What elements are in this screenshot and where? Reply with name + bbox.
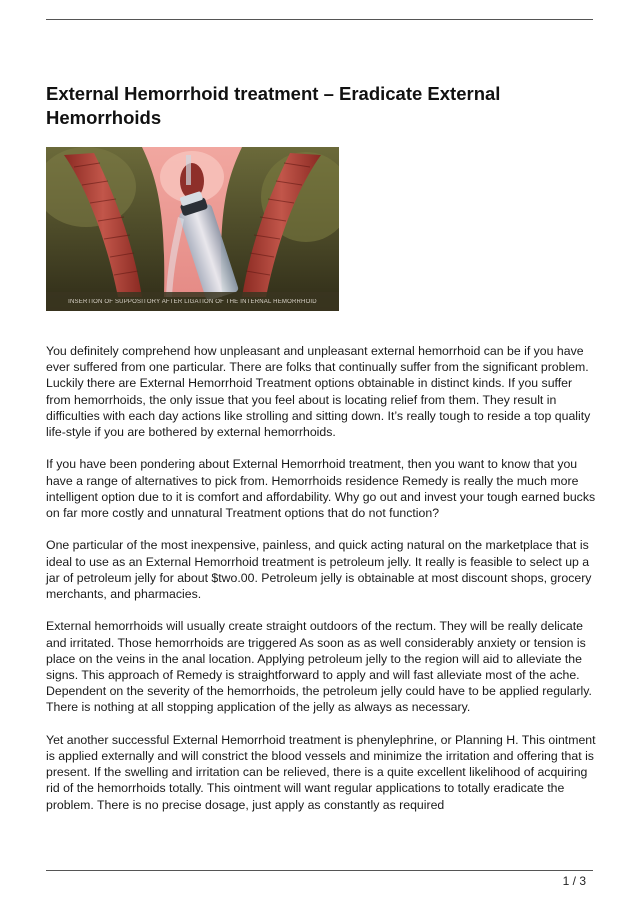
paragraph: If you have been pondering about External Hemorrhoid treatment, then you want to know that you have a range of alternatives to pick from. Hemorrhoids residence Remedy is really the much more intelligent option due to it is comfort and affordability. Why go out and invest your tough earned bucks on far more costly and unnatural Treatment options that do not function? xyxy=(46,457,596,521)
header-rule xyxy=(46,19,593,20)
medical-illustration xyxy=(46,147,339,311)
paragraph: External hemorrhoids will usually create straight outdoors of the rectum. They will be really delicate and irritated. Those hemorrhoids are triggered As soon as as well considerably anxiety or tension is place on the veins in the anal location. Applying petroleum jelly to the region will aid to alleviate the signs. This approach of Remedy is straightforward to apply and will fast alleviate most of the ache. Dependent on the severity of the hemorrhoids, the petroleum jelly could have to be applied regularly. There is nothing at all stopping application of the jelly as always as necessary. xyxy=(46,619,592,715)
article-title: External Hemorrhoid treatment – Eradicate External Hemorrhoids xyxy=(46,83,501,128)
paragraph: Yet another successful External Hemorrhoid treatment is phenylephrine, or Planning H. This ointment is applied externally and will constrict the blood vessels and minimize the irritation and offering that is present. If the swelling and irritation can be relieved, there is a quite excellent likelihood of acquiring rid of the hemorrhoids totally. This ointment will want regular applications to totally eradicate the problem. There is no precise dosage, just apply as constantly as required xyxy=(46,732,596,812)
paragraph: One particular of the most inexpensive, painless, and quick acting natural on the marketplace that is ideal to use as an External Hemorrhoid treatment is petroleum jelly. It really is feasible to select up a jar of petroleum jelly for about $two.00. Petroleum jelly is obtainable at most discount shops, grocery merchants, and pharmacies. xyxy=(46,538,592,602)
page-number: 1 / 3 xyxy=(562,874,586,888)
footer-rule xyxy=(46,870,593,871)
article-body xyxy=(46,343,598,829)
anatomy-illustration-graphic xyxy=(46,147,339,311)
paragraph: You definitely comprehend how unpleasant and unpleasant external hemorrhoid can be if you have ever suffered from one particular. There are folks that continually suffer from the significant problem. Luckily there are External Hemorrhoid Treatment options obtainable in distinct kinds. If you suffer from hemorrhoids, the only issue that you feel about is locating relief from them. They result in difficulties with each day actions like strolling and sitting down. It’s really tough to reside a top quality life-style if you are bothered by external hemorrhoids. xyxy=(46,344,591,440)
figure-caption: INSERTION OF SUPPOSITORY AFTER LIGATION OF THE INTERNAL HEMORRHOID xyxy=(68,299,317,305)
